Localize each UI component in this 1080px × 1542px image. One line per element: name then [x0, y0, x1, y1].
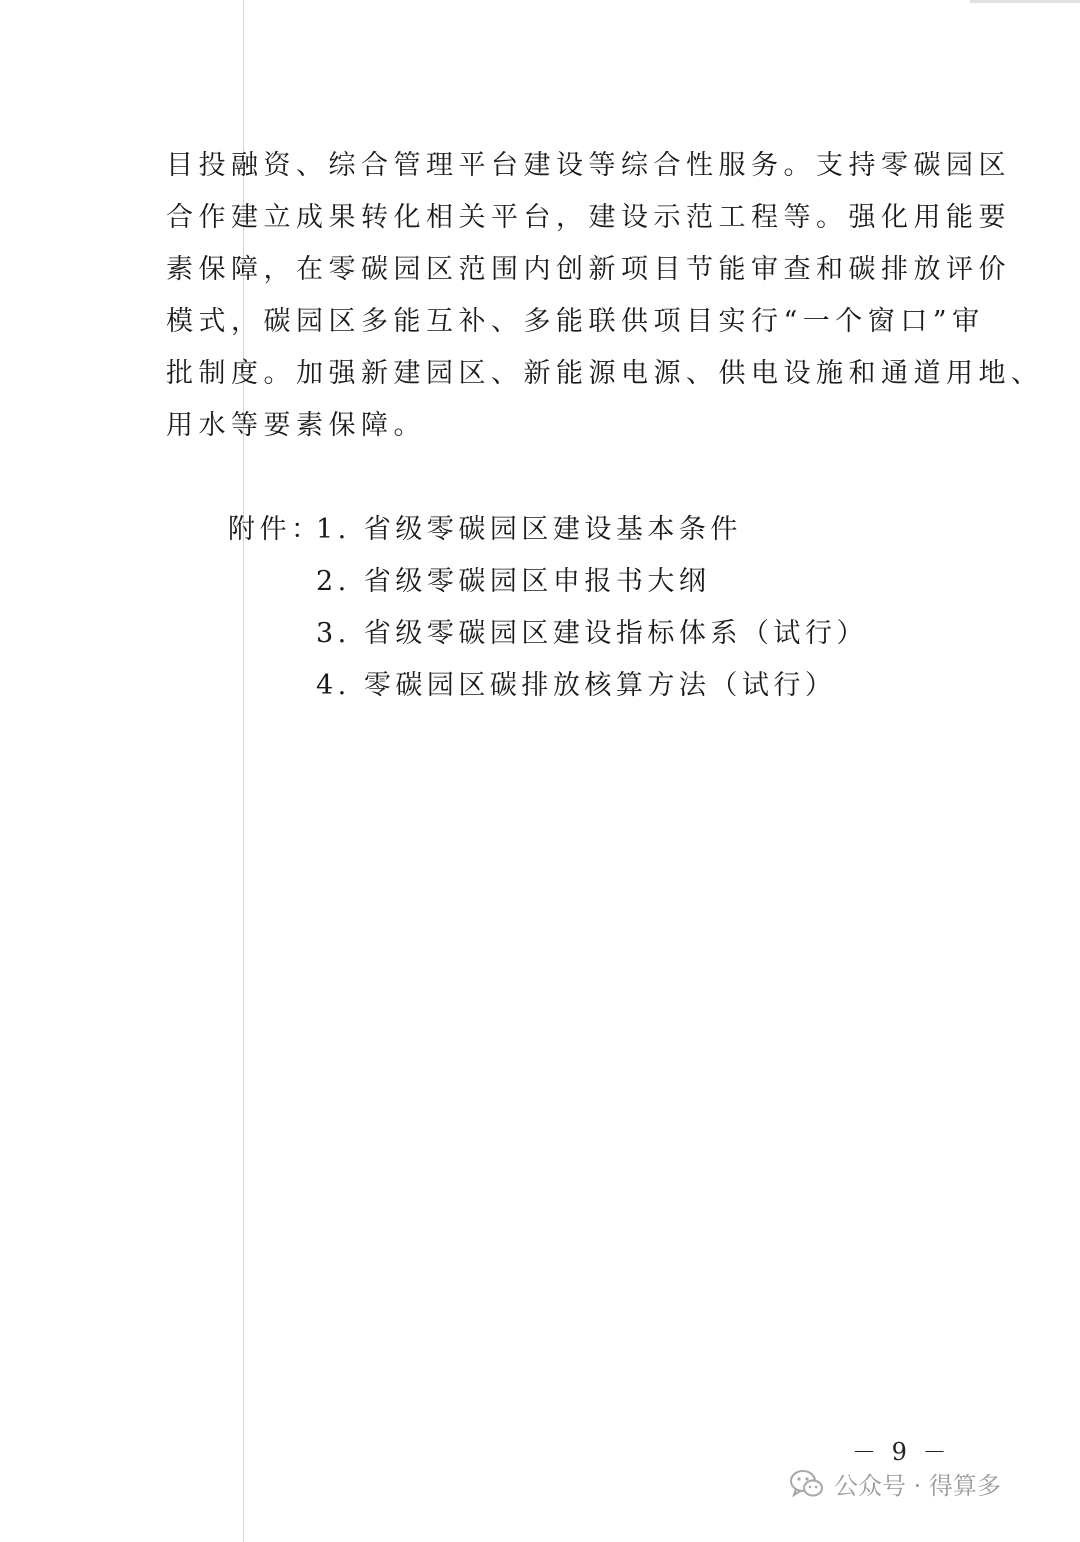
attachment-row	[228, 504, 868, 556]
attachments-label: 附件：	[228, 514, 323, 545]
attachment-row	[228, 660, 868, 712]
watermark-text: 公众号 · 得算多	[834, 1472, 1001, 1500]
wechat-icon	[790, 1469, 824, 1499]
body-paragraph	[166, 140, 1044, 452]
paragraph-line: 模式，碳园区多能互补、多能联供项目实行“一个窗口”审	[166, 306, 985, 337]
attachment-row	[228, 608, 868, 660]
attachments-list	[228, 504, 868, 712]
watermark	[790, 1466, 1001, 1501]
paragraph-line: 用水等要素保障。	[166, 410, 426, 441]
attachment-item: 1. 省级零碳园区建设基本条件	[316, 514, 742, 545]
attachment-item: 4. 零碳园区碳排放核算方法（试行）	[316, 670, 837, 701]
paragraph-line: 目投融资、综合管理平台建设等综合性服务。支持零碳园区	[166, 150, 1011, 181]
attachment-item: 3. 省级零碳园区建设指标体系（试行）	[316, 618, 868, 649]
scan-edge-shadow	[970, 0, 1080, 3]
paragraph-line: 合作建立成果转化相关平台，建设示范工程等。强化用能要	[166, 202, 1011, 233]
page-number: － 9 －	[852, 1438, 951, 1466]
attachment-item: 2. 省级零碳园区申报书大纲	[316, 566, 711, 597]
paragraph-line: 批制度。加强新建园区、新能源电源、供电设施和通道用地、	[166, 358, 1044, 389]
attachment-row	[228, 556, 868, 608]
paragraph-line: 素保障，在零碳园区范围内创新项目节能审查和碳排放评价	[166, 254, 1011, 285]
